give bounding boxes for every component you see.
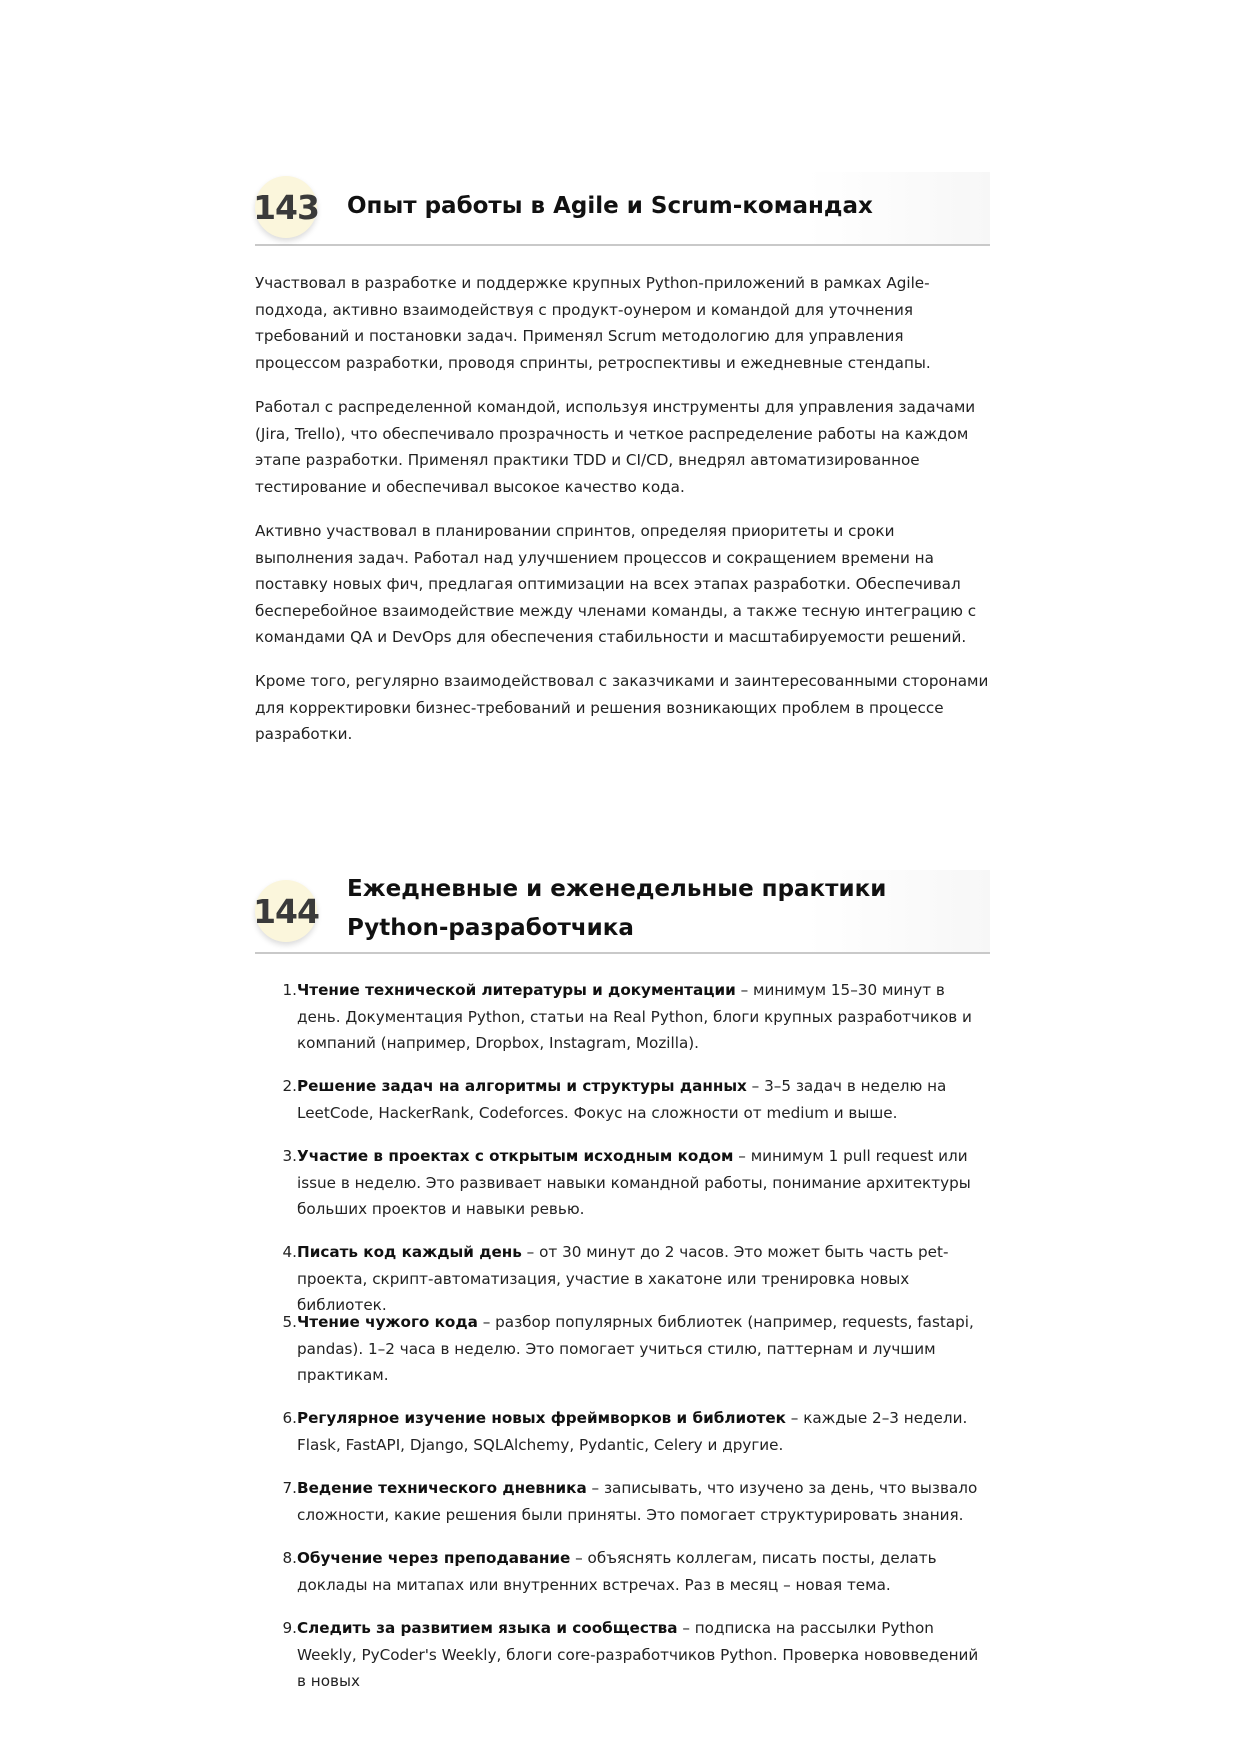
list-item-text: – минимум 15–30 минут в день. Документация Python, статьи на Real Python, блоги крупных разработчиков и компаний (например, Dropbox, Instagram, Mozilla). <box>297 981 972 1052</box>
list-item-text: – минимум 1 pull request или issue в неделю. Это развивает навыки командной работы, понимание архитектуры больших проектов и навыки ревью. <box>297 1147 971 1218</box>
list-item-body <box>297 977 990 1057</box>
list-item-text: – подписка на рассылки Python Weekly, PyCoder's Weekly, блоги core-разработчиков Python. Проверка нововведений в новых <box>297 1619 979 1690</box>
section-144 <box>255 870 990 954</box>
list-item-heading: Чтение технической литературы и документации <box>297 981 736 999</box>
paragraph: Активно участвовал в планировании спринтов, определяя приоритеты и сроки выполнения задач. Работал над улучшением процессов и сокращением времени на поставку новых фич, предлагая оптимизации на всех этапах разработки. Обеспечивал бесперебойное взаимодействие между членами команды, а также тесную интеграцию с командами QA и DevOps для обеспечения стабильности и масштабируемости решений. <box>255 522 977 646</box>
list-item-body <box>297 1239 990 1319</box>
list-item-heading: Ведение технического дневника <box>297 1479 587 1497</box>
list-item-text: – каждые 2–3 недели. Flask, FastAPI, Django, SQLAlchemy, Pydantic, Celery и другие. <box>297 1409 968 1454</box>
list-item-text: – от 30 минут до 2 часов. Это может быть часть pet-проекта, скрипт-автоматизация, участие в хакатоне или тренировка новых библиотек. <box>297 1243 949 1314</box>
list-item-heading: Участие в проектах с открытым исходным кодом <box>297 1147 734 1165</box>
section-143 <box>255 172 990 246</box>
list-item-body <box>297 1615 990 1695</box>
list-item-heading: Чтение чужого кода <box>297 1313 478 1331</box>
list-item-number: 2. <box>282 1077 297 1095</box>
list-item-number: 3. <box>282 1147 297 1165</box>
paragraph: Работал с распределенной командой, используя инструменты для управления задачами (Jira, Trello), что обеспечивало прозрачность и четкое распределение работы на каждом этапе разработки. Применял практики TDD и CI/CD, внедрял автоматизированное тестирование и обеспечивал высокое качество кода. <box>255 398 976 496</box>
list-item-text: – разбор популярных библиотек (например, requests, fastapi, pandas). 1–2 часа в неделю. Это помогает учиться стилю, паттернам и лучшим практикам. <box>297 1313 974 1384</box>
list-item-number: 6. <box>282 1409 297 1427</box>
list-item-body <box>297 1475 990 1528</box>
list-item-number: 4. <box>282 1243 297 1261</box>
paragraph: Участвовал в разработке и поддержке крупных Python-приложений в рамках Agile-подхода, активно взаимодействуя с продукт-оунером и командой для уточнения требований и постановки задач. Применял Scrum методологию для управления процессом разработки, проводя спринты, ретроспективы и ежедневные стендапы. <box>255 274 931 372</box>
list-item-body <box>297 1545 990 1598</box>
paragraph: Кроме того, регулярно взаимодействовал с заказчиками и заинтересованными сторонами для корректировки бизнес-требований и решения возникающих проблем в процессе разработки. <box>255 672 989 743</box>
list-item-number: 8. <box>282 1549 297 1567</box>
list-item-heading: Писать код каждый день <box>297 1243 522 1261</box>
list-item-body <box>297 1073 990 1126</box>
section-number-badge: 143 <box>255 176 317 238</box>
list-item-heading: Следить за развитием языка и сообщества <box>297 1619 678 1637</box>
list-item-heading: Обучение через преподавание <box>297 1549 571 1567</box>
section-header <box>255 870 990 954</box>
list-item-text: – объяснять коллегам, писать посты, делать доклады на митапах или внутренних встречах. Раз в месяц – новая тема. <box>297 1549 937 1594</box>
section-title: Опыт работы в Agile и Scrum-командах <box>347 193 873 219</box>
list-item-body <box>297 1143 990 1223</box>
list-item-number: 7. <box>282 1479 297 1497</box>
list-item-number: 5. <box>282 1313 297 1331</box>
list-item-body <box>297 1405 990 1458</box>
section-title: Ежедневные и еженедельные практики Python-разработчика <box>347 876 887 941</box>
list-item-number: 9. <box>282 1619 297 1637</box>
list-item-heading: Регулярное изучение новых фреймворков и библиотек <box>297 1409 786 1427</box>
list-item-text: – 3–5 задач в неделю на LeetCode, HackerRank, Codeforces. Фокус на сложности от medium и выше. <box>297 1077 947 1122</box>
section-number-badge: 144 <box>255 880 317 942</box>
list-item-body <box>297 1309 990 1389</box>
list-item-heading: Решение задач на алгоритмы и структуры данных <box>297 1077 747 1095</box>
list-item-text: – записывать, что изучено за день, что вызвало сложности, какие решения были приняты. Это помогает структурировать знания. <box>297 1479 978 1524</box>
section-header <box>255 172 990 246</box>
list-item-number: 1. <box>282 981 297 999</box>
